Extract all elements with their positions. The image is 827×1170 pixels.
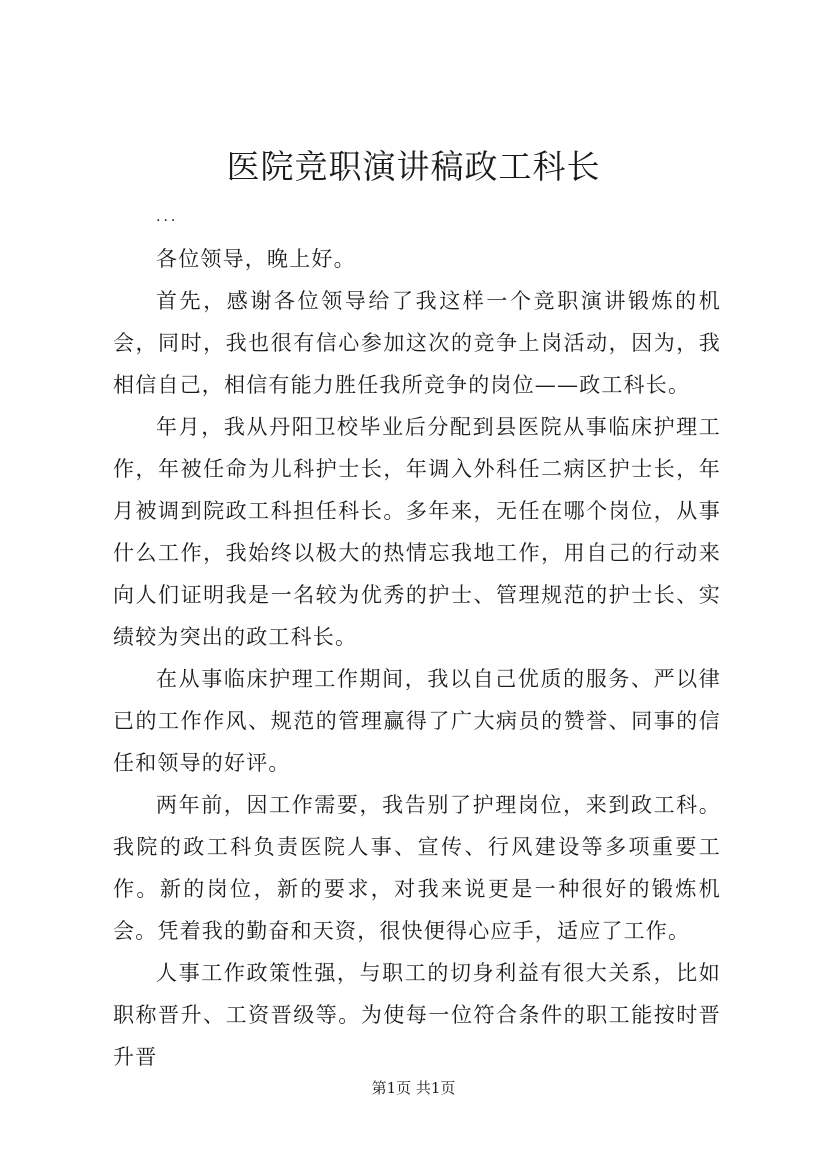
paragraph-greeting: 各位领导，晚上好。	[156, 247, 356, 271]
page-number-footer: 第1页 共1页	[371, 1079, 456, 1097]
ellipsis-mark: ...	[156, 209, 179, 225]
document-body	[113, 196, 721, 1078]
paragraph-nursing: 在从事临床护理工作期间，我以自己优质的服务、严以律已的工作作风、规范的管理赢得了广大病员的赞誉、同事的信任和领导的好评。	[113, 667, 721, 775]
paragraph-intro: 首先，感谢各位领导给了我这样一个竞职演讲锻炼的机会，同时，我也很有信心参加这次的竞争上岗活动，因为，我相信自己，相信有能力胜任我所竞争的岗位——政工科长。	[113, 289, 721, 397]
paragraph-personnel: 人事工作政策性强，与职工的切身利益有很大关系，比如职称晋升、工资晋级等。为使每一位符合条件的职工能按时晋升晋	[113, 961, 721, 1069]
paragraph-transfer: 两年前，因工作需要，我告别了护理岗位，来到政工科。我院的政工科负责医院人事、宣传、行风建设等多项重要工作。新的岗位，新的要求，对我来说更是一种很好的锻炼机会。凭着我的勤奋和天资，很快便得心应手，适应了工作。	[113, 793, 721, 943]
document-title: 医院竞职演讲稿政工科长	[226, 147, 601, 186]
paragraph-career: 年月，我从丹阳卫校毕业后分配到县医院从事临床护理工作，年被任命为儿科护士长，年调入外科任二病区护士长，年月被调到院政工科担任科长。多年来，无任在哪个岗位，从事什么工作，我始终以极大的热情忘我地工作，用自己的行动来向人们证明我是一名较为优秀的护士、管理规范的护士长、实绩较为突出的政工科长。	[113, 415, 721, 649]
